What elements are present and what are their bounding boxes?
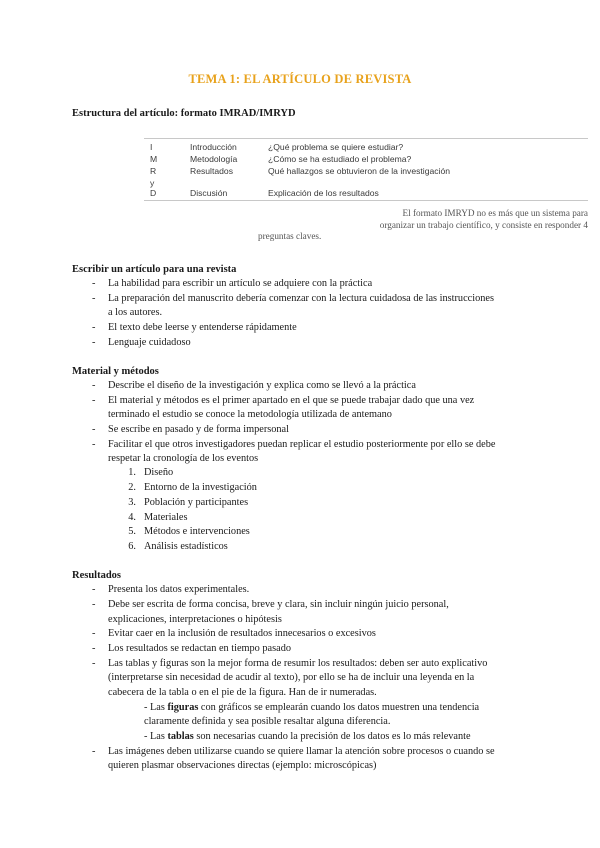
numbered-item: Análisis estadísticos xyxy=(144,541,228,552)
numbered-item: Métodos e intervenciones xyxy=(144,526,250,537)
list-item-continuation: (interpretarse sin necesidad de acudir al texto), por ello se ha de incluir una leyenda en la xyxy=(108,672,475,683)
list-item: Las tablas y figuras son la mejor forma de resumir los resultados: deben ser auto explicativo xyxy=(108,658,488,669)
table-letter: D xyxy=(150,188,157,198)
numbered-item: Entorno de la investigación xyxy=(144,482,257,493)
table-section: Resultados xyxy=(190,166,233,176)
numbered-index: 2. xyxy=(128,482,136,493)
table-letter: R xyxy=(150,166,157,176)
table-caption xyxy=(258,208,588,243)
numbered-item: Diseño xyxy=(144,467,174,478)
list-item: Se escribe en pasado y de forma impersonal xyxy=(108,424,289,435)
bullet-dash: - xyxy=(92,278,96,289)
table-top-rule xyxy=(144,138,588,139)
bullet-dash: - xyxy=(92,628,96,639)
caption-line: preguntas claves. xyxy=(258,231,322,241)
list-item: La habilidad para escribir un artículo se adquiere con la práctica xyxy=(108,278,373,289)
note-prefix: - Las xyxy=(144,731,168,742)
list-item: Facilitar el que otros investigadores puedan replicar el estudio posteriormente por ello se debe xyxy=(108,439,496,450)
bullet-dash: - xyxy=(92,746,96,757)
list-item: Describe el diseño de la investigación y explica como se llevó a la práctica xyxy=(108,380,416,391)
numbered-index: 1. xyxy=(128,467,136,478)
list-item-continuation: quieren plasmar observaciones directas (ejemplo: microscópicas) xyxy=(108,760,377,771)
list-item: El material y métodos es el primer apartado en el que se puede trabajar dado que una vez xyxy=(108,395,475,406)
table-question: Qué hallazgos se obtuvieron de la investigación xyxy=(268,166,451,176)
list-item-continuation: respetar la cronología de los eventos xyxy=(108,453,259,464)
tables-note xyxy=(144,731,471,742)
bullet-dash: - xyxy=(92,658,96,669)
note-bold: figuras xyxy=(167,702,199,713)
bullet-dash: - xyxy=(92,337,96,348)
note-bold: tablas xyxy=(167,731,194,742)
writing-heading: Escribir un artículo para una revista xyxy=(72,264,237,275)
list-item-continuation: cabecera de la tabla o en el pie de la figura. Han de ir numeradas. xyxy=(108,687,377,698)
table-section: Discusión xyxy=(190,188,228,198)
list-item-continuation: a los autores. xyxy=(108,307,163,318)
note-prefix: - Las xyxy=(144,702,168,713)
bullet-dash: - xyxy=(92,584,96,595)
list-item: Evitar caer en la inclusión de resultados innecesarios o excesivos xyxy=(108,628,376,639)
bullet-dash: - xyxy=(92,643,96,654)
table-letter: M xyxy=(150,154,158,164)
list-item-continuation: explicaciones, interpretaciones o hipótesis xyxy=(108,614,282,625)
table-section: Introducción xyxy=(190,142,237,152)
document-title: TEMA 1: EL ARTÍCULO DE REVISTA xyxy=(188,72,412,86)
table-section: Metodología xyxy=(190,154,238,164)
note-rest: son necesarias cuando la precisión de los datos es lo más relevante xyxy=(193,731,471,742)
bullet-dash: - xyxy=(92,395,96,406)
figures-note xyxy=(144,702,479,713)
bullet-dash: - xyxy=(92,439,96,450)
caption-line: organizar un trabajo científico, y consiste en responder 4 xyxy=(379,219,588,230)
figures-note-continuation: claramente definida y sea posible resaltar alguna diferencia. xyxy=(144,716,391,727)
list-item: Lenguaje cuidadoso xyxy=(108,337,191,348)
list-item: El texto debe leerse y entenderse rápidamente xyxy=(108,322,297,333)
numbered-item: Población y participantes xyxy=(144,497,249,508)
table-letter: y xyxy=(150,178,155,188)
list-item: Debe ser escrita de forma concisa, breve y clara, sin incluir ningún juicio personal, xyxy=(108,599,449,610)
list-item: La preparación del manuscrito debería comenzar con la lectura cuidadosa de las instrucciones xyxy=(108,293,494,304)
caption-line: El formato IMRYD no es más que un sistema para xyxy=(402,208,588,218)
note-rest: con gráficos se emplearán cuando los datos muestren una tendencia xyxy=(198,702,480,713)
list-item: Presenta los datos experimentales. xyxy=(108,584,250,595)
bullet-dash: - xyxy=(92,293,96,304)
table-letter: I xyxy=(150,142,153,152)
results-heading: Resultados xyxy=(72,570,122,581)
bullet-dash: - xyxy=(92,599,96,610)
list-item-continuation: terminado el estudio se conoce la metodología utilizada de antemano xyxy=(108,409,392,420)
bullet-dash: - xyxy=(92,424,96,435)
list-item: Las imágenes deben utilizarse cuando se quiere llamar la atención sobre procesos o cuando se xyxy=(108,746,495,757)
numbered-item: Materiales xyxy=(144,512,188,523)
table-question: ¿Qué problema se quiere estudiar? xyxy=(268,142,404,152)
bullet-dash: - xyxy=(92,380,96,391)
table-bottom-rule xyxy=(144,200,588,201)
bullet-dash: - xyxy=(92,322,96,333)
structure-heading: Estructura del artículo: formato IMRAD/IMRYD xyxy=(72,108,296,119)
numbered-index: 6. xyxy=(128,541,136,552)
numbered-index: 4. xyxy=(128,512,136,523)
list-item: Los resultados se redactan en tiempo pasado xyxy=(108,643,291,654)
table-question: Explicación de los resultados xyxy=(268,188,379,198)
table-question: ¿Cómo se ha estudiado el problema? xyxy=(268,154,412,164)
methods-heading: Material y métodos xyxy=(72,366,159,377)
numbered-index: 3. xyxy=(128,497,136,508)
numbered-index: 5. xyxy=(128,526,136,537)
